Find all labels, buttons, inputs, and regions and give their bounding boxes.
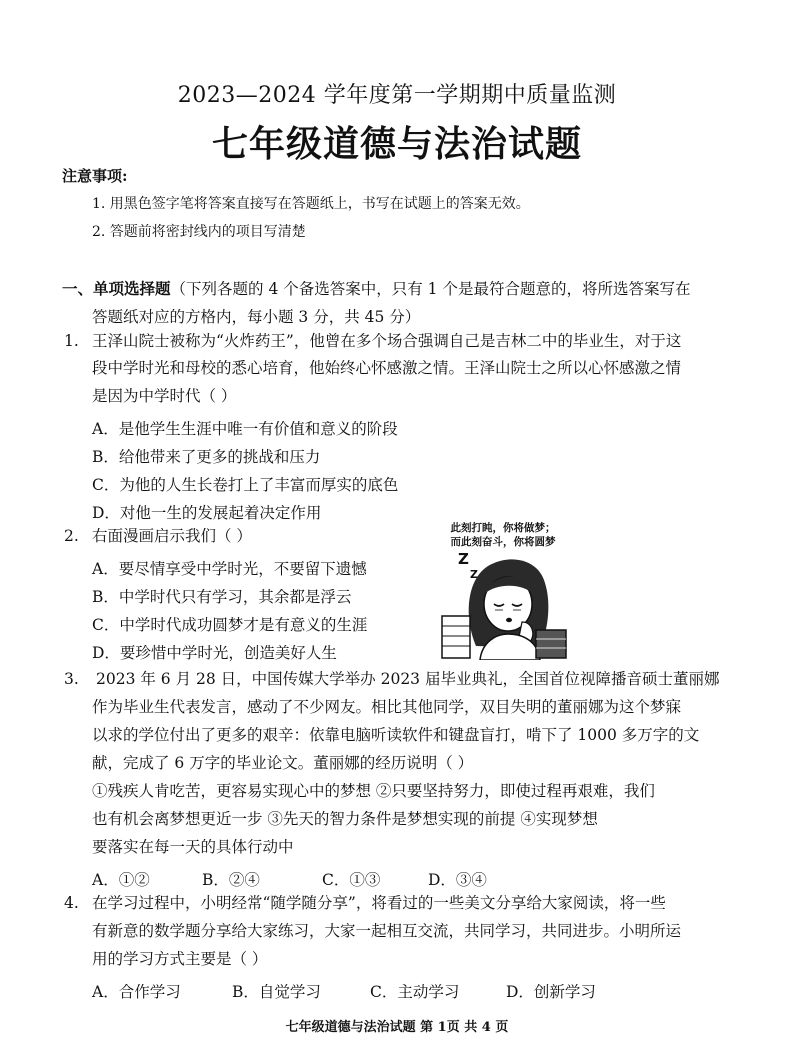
question-number: 3. [64, 670, 79, 688]
option-a: A．要尽情享受中学时光，不要留下遗憾 [92, 560, 367, 578]
option-b: B．自觉学习 [232, 983, 321, 1001]
sleeping-student-drawing [436, 518, 570, 660]
option-b: B．中学时代只有学习，其余都是浮云 [92, 588, 352, 606]
option-d: D．③④ [428, 871, 487, 889]
question-number: 4. [64, 894, 79, 912]
exam-title-line1: 2023—2024 学年度第一学期期中质量监测 [177, 83, 617, 108]
notice-item: 1. 用黑色签字笔将答案直接写在答题纸上，书写在试题上的答案无效。 [92, 196, 530, 212]
question-stem-line: 用的学习方式主要是（ ） [92, 950, 268, 968]
question-statement-line: ①残疾人肯吃苦，更容易实现心中的梦想 ②只要坚持努力，即使过程再艰难，我们 [92, 782, 655, 800]
option-c: C．为他的人生长卷打上了丰富而厚实的底色 [92, 476, 399, 494]
section-title: 单项选择题 [93, 279, 171, 298]
notice-heading: 注意事项: [62, 167, 128, 185]
question-stem-line: 2023 年 6 月 28 日，中国传媒大学举办 2023 届毕业典礼，全国首位视障播音硕士董丽娜 [96, 670, 720, 688]
question-number: 2. [64, 527, 79, 545]
option-c: C．中学时代成功圆梦才是有意义的生涯 [92, 616, 368, 634]
question-number: 1. [64, 332, 79, 350]
svg-text:Z: Z [458, 550, 469, 568]
notice-item: 2. 答题前将密封线内的项目写清楚 [92, 224, 306, 240]
option-a: A．合作学习 [92, 983, 181, 1001]
option-c: C．①③ [322, 871, 381, 889]
question-stem-line: 作为毕业生代表发言，感动了不少网友。相比其他同学，双目失明的董丽娜为这个梦寐 [92, 698, 682, 716]
option-d: D．创新学习 [506, 983, 596, 1001]
question-stem-line: 王泽山院士被称为“火炸药王”，他曾在多个场合强调自己是吉林二中的毕业生，对于这 [92, 332, 682, 350]
question-stem-line: 献，完成了 6 万字的毕业论文。董丽娜的经历说明（ ） [92, 754, 474, 772]
option-a: A．①② [92, 871, 150, 889]
section-heading [62, 277, 690, 299]
comic-caption-line2: 而此刻奋斗，你将圆梦 [450, 536, 556, 548]
option-c: C．主动学习 [370, 983, 460, 1001]
question-stem-line: 是因为中学时代（ ） [92, 387, 237, 405]
section-number: 一、 [62, 279, 94, 298]
question-statement-line: 也有机会离梦想更近一步 ③先天的智力条件是梦想实现的前提 ④实现梦想 [92, 810, 598, 828]
section-instructions-cont: 答题纸对应的方格内，每小题 3 分，共 45 分） [92, 308, 421, 326]
option-a: A．是他学生生涯中唯一有价值和意义的阶段 [92, 420, 398, 438]
page-footer: 七年级道德与法治试题 第 1页 共 4 页 [285, 1020, 509, 1035]
option-b: B．②④ [202, 871, 260, 889]
option-b: B．给他带来了更多的挑战和压力 [92, 448, 321, 466]
question-stem-line: 在学习过程中，小明经常“随学随分享”，将看过的一些美文分享给大家阅读，将一些 [92, 894, 666, 912]
option-d: D．对他一生的发展起着决定作用 [92, 504, 322, 522]
question-statement-line: 要落实在每一天的具体行动中 [92, 838, 294, 856]
option-d: D．要珍惜中学时光，创造美好人生 [92, 644, 337, 662]
question-stem-line: 有新意的数学题分享给大家练习，大家一起相互交流，共同学习，共同进步。小明所运 [92, 922, 682, 940]
question-stem-line: 段中学时光和母校的悉心培育，他始终心怀感激之情。王泽山院士之所以心怀感激之情 [92, 359, 682, 377]
section-instructions: （下列各题的 4 个备选答案中，只有 1 个是最符合题意的，将所选答案写在 [170, 280, 691, 298]
comic-illustration [436, 518, 570, 660]
svg-text:Z: Z [470, 568, 478, 581]
exam-title-line2: 七年级道德与法治试题 [211, 123, 582, 165]
question-stem-line: 以求的学位付出了更多的艰辛：依靠电脑听读软件和键盘盲打，啃下了 1000 多万字的文 [92, 726, 700, 744]
comic-caption-line1: 此刻打盹，你将做梦； [450, 522, 556, 534]
question-stem-line: 右面漫画启示我们（ ） [92, 527, 252, 545]
